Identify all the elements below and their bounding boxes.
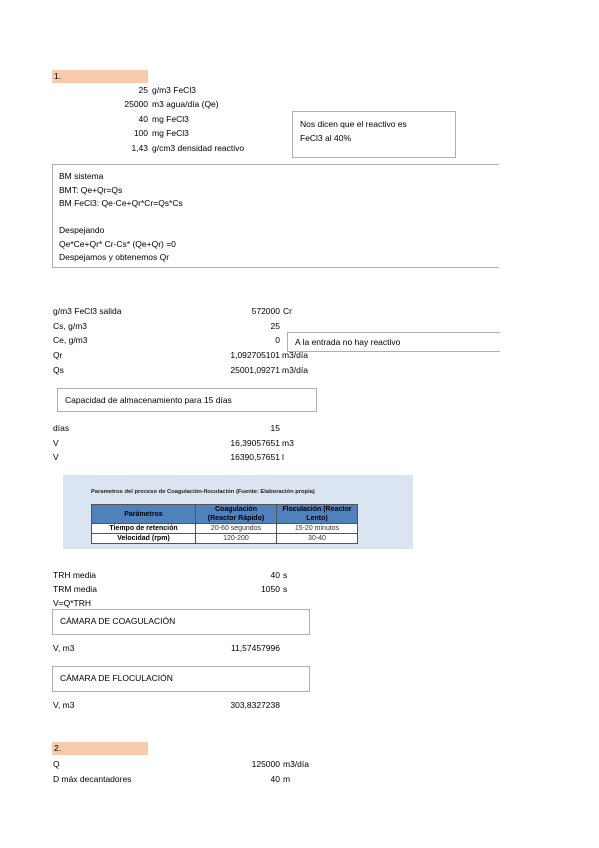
storage-title-box	[57, 388, 317, 412]
given-unit: m3 agua/día (Qe)	[152, 99, 219, 109]
calc-unit: m3/día	[282, 365, 308, 375]
note-line: Nos dicen que el reactivo es	[300, 119, 407, 129]
section-number: 2.	[54, 743, 62, 753]
storage-title: Capacidad de almacenamiento para 15 días	[65, 395, 232, 405]
note-line: A la entrada no hay reactivo	[295, 337, 401, 347]
given-value: 1,43	[131, 143, 148, 153]
storage-unit: m3	[282, 438, 294, 448]
trh-value: 1050	[261, 584, 280, 594]
floc-label: V, m3	[53, 700, 75, 710]
trh-label: TRH media	[53, 570, 96, 580]
coagulation-title: CÁMARA DE COAGULACIÓN	[60, 616, 176, 626]
balance-line: BM sistema	[59, 171, 104, 181]
coag-label: V, m3	[53, 643, 75, 653]
given-unit: g/cm3 densidad reactivo	[152, 143, 245, 153]
given-value: 25000	[124, 99, 148, 109]
section2-label: D máx decantadores	[53, 774, 132, 784]
floc-value: 303,8327238	[230, 700, 280, 710]
table-cell: 30-40	[277, 534, 358, 544]
calc-label: Qs	[53, 365, 64, 375]
given-value: 100	[133, 128, 148, 138]
table-caption: Parametros del proceso de Coagulación-floculación (Fuente: Elaboración propia)	[91, 489, 315, 495]
parameter-table	[91, 504, 358, 544]
given-value: 40	[138, 114, 148, 124]
table-header: Floculación (Reactor Lento)	[277, 505, 358, 524]
table-cell: Tiempo de retención	[92, 524, 196, 534]
calc-value: 572000	[251, 306, 280, 316]
balance-line: BMT: Qe+Qr=Qs	[59, 185, 123, 195]
flocculation-title: CÁMARA DE FLOCULACIÓN	[60, 673, 173, 683]
given-unit: mg FeCl3	[152, 128, 189, 138]
calc-unit: Cr	[283, 306, 292, 316]
trh-unit: s	[283, 570, 288, 580]
calc-value: 0	[275, 335, 280, 345]
mass-balance-box	[52, 164, 499, 268]
formula: V=Q*TRH	[53, 598, 92, 608]
section2-value: 125000	[251, 759, 280, 769]
balance-line: BM FeCl3: Qe·Ce+Qr*Cr=Qs*Cs	[59, 198, 183, 208]
calc-label: g/m3 FeCl3 salida	[53, 306, 122, 316]
table-cell: 15-20 minutos	[277, 524, 358, 534]
trh-value: 40	[270, 570, 280, 580]
coag-value: 11,57457996	[230, 643, 280, 653]
section-number: 1.	[54, 71, 62, 81]
calc-label: Qr	[53, 350, 63, 360]
table-header: Coagulación (Reactor Rápido)	[196, 505, 277, 524]
calc-value: 25	[270, 321, 280, 331]
section-1-header	[52, 70, 148, 83]
calc-value: 25001,09271	[230, 365, 280, 375]
coagulation-title-box	[52, 609, 310, 635]
storage-value: 15	[270, 423, 280, 433]
given-unit: mg FeCl3	[152, 114, 189, 124]
section2-unit: m3/día	[283, 759, 309, 769]
note-line: FeCl3 al 40%	[300, 133, 352, 143]
given-value: 25	[138, 85, 148, 95]
calc-label: Ce, g/m3	[53, 335, 88, 345]
calc-label: Cs, g/m3	[53, 321, 88, 331]
flocculation-title-box	[52, 666, 310, 692]
storage-label: V	[53, 438, 59, 448]
note-entrada	[287, 332, 500, 352]
section2-value: 40	[270, 774, 280, 784]
balance-line: Despejamos y obtenemos Qr	[59, 252, 170, 262]
calc-unit: m3/día	[282, 350, 308, 360]
trh-unit: s	[283, 584, 288, 594]
table-cell: Velocidad (rpm)	[92, 534, 196, 544]
table-cell: 120-200	[196, 534, 277, 544]
note-reactivo	[292, 111, 456, 158]
storage-unit: l	[282, 452, 284, 462]
table-header: Parámetros	[92, 505, 196, 524]
trh-label: TRM media	[53, 584, 97, 594]
balance-line: Qe*Ce+Qr* Cr-Cs* (Qe+Qr) =0	[59, 239, 176, 249]
section2-unit: m	[283, 774, 291, 784]
storage-label: días	[53, 423, 70, 433]
section2-label: Q	[53, 759, 60, 769]
balance-line: Despejando	[59, 225, 105, 235]
parameter-table-image	[63, 475, 413, 549]
calc-value: 1,092705101	[230, 350, 280, 360]
storage-value: 16390,57651	[230, 452, 280, 462]
storage-value: 16,39057651	[230, 438, 280, 448]
storage-label: V	[53, 452, 59, 462]
table-cell: 20-60 segundos	[196, 524, 277, 534]
section-2-header	[52, 742, 148, 755]
given-unit: g/m3 FeCl3	[152, 85, 196, 95]
